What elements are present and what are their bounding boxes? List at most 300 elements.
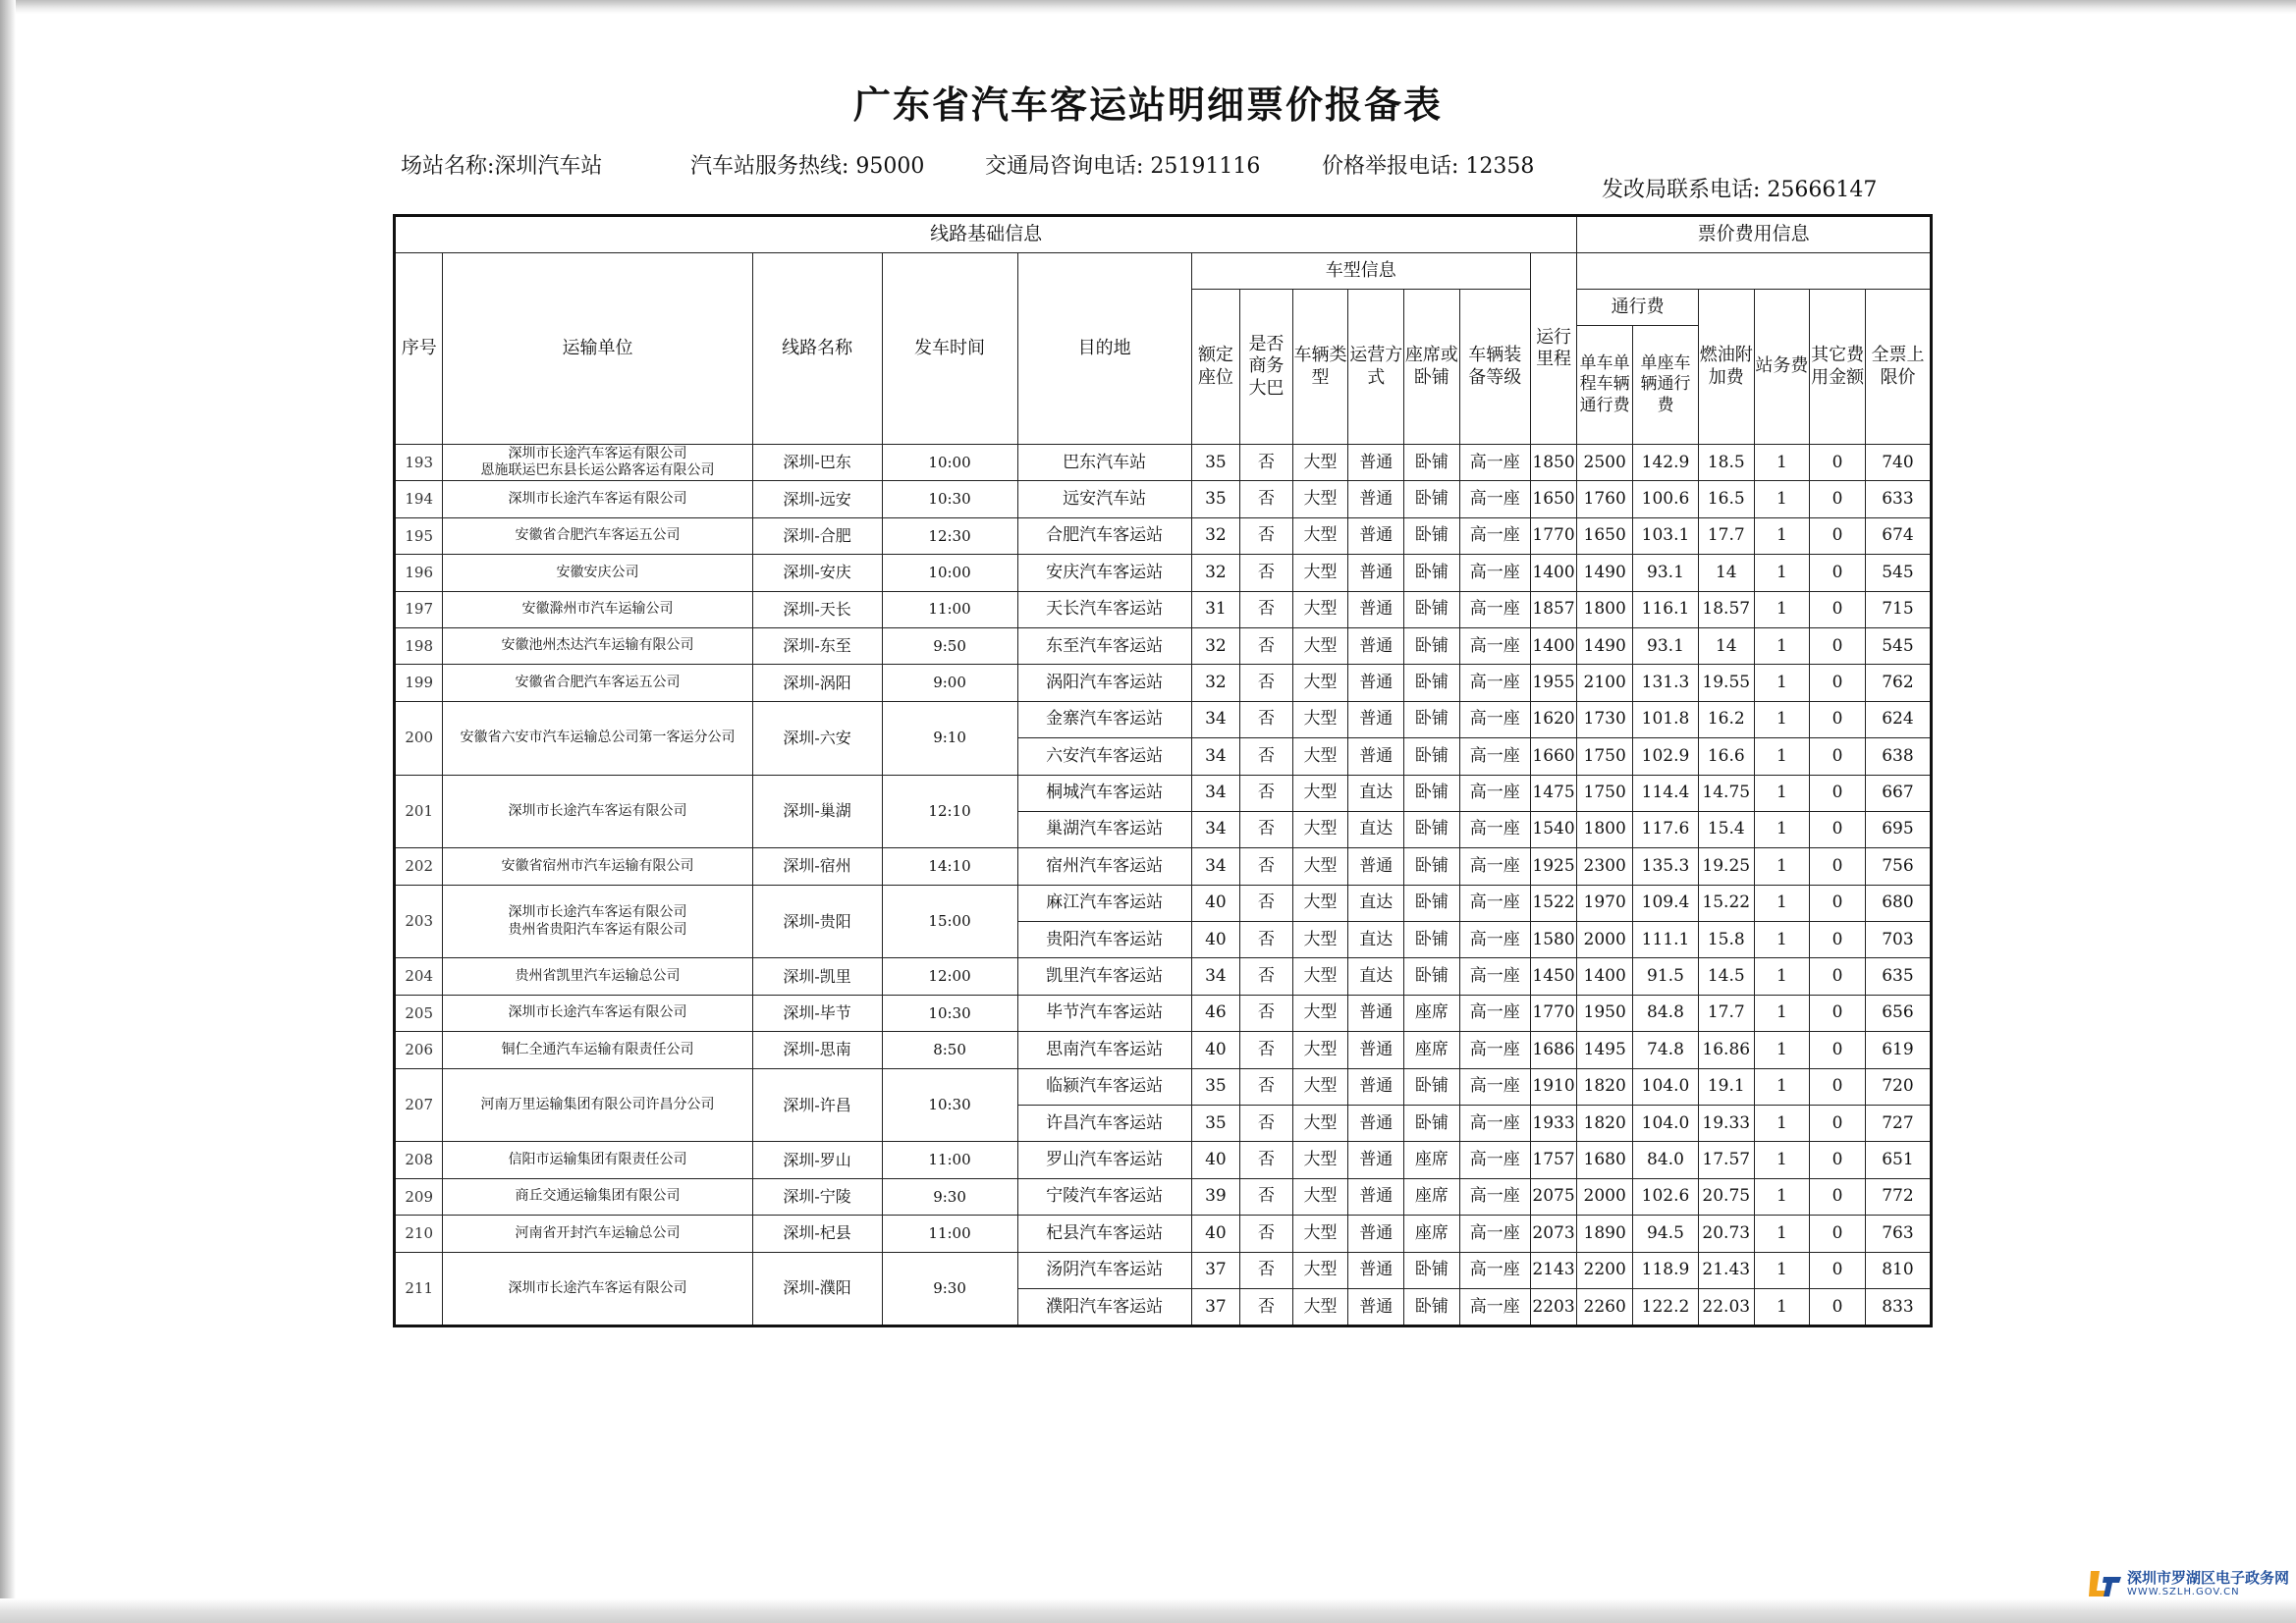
- equipment-grade-cell: 高一座: [1459, 517, 1530, 554]
- full-price-cell: 772: [1865, 1178, 1931, 1215]
- other-fee-cell: 0: [1810, 701, 1866, 737]
- seats-cell: 35: [1191, 1068, 1239, 1105]
- mileage-cell: 1925: [1530, 848, 1577, 885]
- operation-mode-cell: 普通: [1348, 1288, 1404, 1325]
- toll-vehicle-cell: 1400: [1577, 958, 1633, 995]
- seat-berth-cell: 卧铺: [1404, 627, 1460, 664]
- table-row: [395, 958, 1932, 995]
- scan-edge-top: [0, 0, 2296, 14]
- destination-cell: 思南汽车客运站: [1017, 1032, 1191, 1068]
- logo-site-url: WWW.SZLH.GOV.CN: [2127, 1586, 2240, 1597]
- vehicle-type-cell: 大型: [1292, 922, 1348, 958]
- business-bus-cell: 否: [1240, 775, 1293, 811]
- vehicle-type-cell: 大型: [1292, 811, 1348, 847]
- toll-header: 通行费: [1577, 290, 1699, 326]
- route-info-header: 线路基础信息: [395, 216, 1577, 253]
- fuel-surcharge-cell: 16.86: [1698, 1032, 1754, 1068]
- other-fee-cell: 0: [1810, 665, 1866, 701]
- fuel-surcharge-cell: 14: [1698, 555, 1754, 591]
- toll-seat-cell: 74.8: [1632, 1032, 1698, 1068]
- other-fee-cell: 0: [1810, 885, 1866, 921]
- col-business-bus: 是否商务大巴: [1240, 290, 1293, 445]
- seq-cell: 208: [395, 1142, 443, 1178]
- other-fee-cell: 0: [1810, 848, 1866, 885]
- equipment-grade-cell: 高一座: [1459, 627, 1530, 664]
- operator-cell: 河南万里运输集团有限公司许昌分公司: [443, 1068, 752, 1142]
- operator-cell: 安徽滁州市汽车运输公司: [443, 591, 752, 627]
- operation-mode-cell: 直达: [1348, 885, 1404, 921]
- seq-cell: 197: [395, 591, 443, 627]
- station-fee-cell: 1: [1754, 1288, 1810, 1325]
- seats-cell: 39: [1191, 1178, 1239, 1215]
- table-row: [395, 848, 1932, 885]
- business-bus-cell: 否: [1240, 811, 1293, 847]
- equipment-grade-cell: 高一座: [1459, 811, 1530, 847]
- full-price-cell: 619: [1865, 1032, 1931, 1068]
- seq-cell: 207: [395, 1068, 443, 1142]
- station-fee-cell: 1: [1754, 701, 1810, 737]
- seat-berth-cell: 卧铺: [1404, 445, 1460, 481]
- fuel-surcharge-cell: 20.75: [1698, 1178, 1754, 1215]
- table-row: [395, 995, 1932, 1031]
- equipment-grade-cell: 高一座: [1459, 848, 1530, 885]
- other-fee-cell: 0: [1810, 481, 1866, 517]
- departure-cell: 10:30: [882, 995, 1017, 1031]
- business-bus-cell: 否: [1240, 958, 1293, 995]
- mileage-cell: 1620: [1530, 701, 1577, 737]
- operation-mode-cell: 普通: [1348, 445, 1404, 481]
- fuel-surcharge-cell: 19.55: [1698, 665, 1754, 701]
- destination-cell: 宁陵汽车客运站: [1017, 1178, 1191, 1215]
- equipment-grade-cell: 高一座: [1459, 885, 1530, 921]
- departure-cell: 10:30: [882, 1068, 1017, 1142]
- station-fee-cell: 1: [1754, 811, 1810, 847]
- business-bus-cell: 否: [1240, 1252, 1293, 1288]
- toll-seat-cell: 131.3: [1632, 665, 1698, 701]
- departure-cell: 14:10: [882, 848, 1017, 885]
- vehicle-type-cell: 大型: [1292, 591, 1348, 627]
- departure-cell: 9:00: [882, 665, 1017, 701]
- document-title: 广东省汽车客运站明细票价报备表: [852, 82, 1443, 127]
- table-row: [395, 665, 1932, 701]
- equipment-grade-cell: 高一座: [1459, 665, 1530, 701]
- seat-berth-cell: 卧铺: [1404, 1288, 1460, 1325]
- equipment-grade-cell: 高一座: [1459, 1178, 1530, 1215]
- vehicle-type-cell: 大型: [1292, 445, 1348, 481]
- station-fee-cell: 1: [1754, 555, 1810, 591]
- operation-mode-cell: 普通: [1348, 1106, 1404, 1142]
- seats-cell: 34: [1191, 775, 1239, 811]
- full-price-cell: 680: [1865, 885, 1931, 921]
- other-fee-cell: 0: [1810, 1216, 1866, 1252]
- other-fee-cell: 0: [1810, 445, 1866, 481]
- equipment-grade-cell: 高一座: [1459, 738, 1530, 775]
- vehicle-type-cell: 大型: [1292, 1216, 1348, 1252]
- toll-vehicle-cell: 1650: [1577, 517, 1633, 554]
- seat-berth-cell: 卧铺: [1404, 958, 1460, 995]
- station-fee-cell: 1: [1754, 591, 1810, 627]
- other-fee-cell: 0: [1810, 1106, 1866, 1142]
- toll-vehicle-cell: 1490: [1577, 555, 1633, 591]
- table-row: [395, 1252, 1932, 1288]
- operation-mode-cell: 直达: [1348, 958, 1404, 995]
- station-fee-cell: 1: [1754, 1106, 1810, 1142]
- seats-cell: 34: [1191, 848, 1239, 885]
- destination-cell: 巴东汽车站: [1017, 445, 1191, 481]
- destination-cell: 金寨汽车客运站: [1017, 701, 1191, 737]
- table-row: [395, 885, 1932, 921]
- table-row: [395, 1068, 1932, 1105]
- destination-cell: 贵阳汽车客运站: [1017, 922, 1191, 958]
- vehicle-type-cell: 大型: [1292, 1142, 1348, 1178]
- route-cell: 深圳-涡阳: [752, 665, 882, 701]
- route-cell: 深圳-巴东: [752, 445, 882, 481]
- seat-berth-cell: 座席: [1404, 1142, 1460, 1178]
- scan-edge-left: [0, 0, 16, 1623]
- seq-cell: 200: [395, 701, 443, 775]
- route-cell: 深圳-凯里: [752, 958, 882, 995]
- equipment-grade-cell: 高一座: [1459, 1216, 1530, 1252]
- fuel-surcharge-cell: 19.25: [1698, 848, 1754, 885]
- toll-seat-cell: 142.9: [1632, 445, 1698, 481]
- route-cell: 深圳-合肥: [752, 517, 882, 554]
- seq-cell: 206: [395, 1032, 443, 1068]
- mileage-cell: 1686: [1530, 1032, 1577, 1068]
- destination-cell: 天长汽车客运站: [1017, 591, 1191, 627]
- route-cell: 深圳-安庆: [752, 555, 882, 591]
- seat-berth-cell: 卧铺: [1404, 775, 1460, 811]
- equipment-grade-cell: 高一座: [1459, 1068, 1530, 1105]
- seq-cell: 203: [395, 885, 443, 958]
- seq-cell: 195: [395, 517, 443, 554]
- fee-header-spacer: [1577, 253, 1932, 290]
- other-fee-cell: 0: [1810, 958, 1866, 995]
- station-fee-cell: 1: [1754, 627, 1810, 664]
- destination-cell: 杞县汽车客运站: [1017, 1216, 1191, 1252]
- operator-cell: 商丘交通运输集团有限公司: [443, 1178, 752, 1215]
- full-price-cell: 545: [1865, 627, 1931, 664]
- equipment-grade-cell: 高一座: [1459, 995, 1530, 1031]
- equipment-grade-cell: 高一座: [1459, 591, 1530, 627]
- vehicle-type-cell: 大型: [1292, 1288, 1348, 1325]
- seq-cell: 210: [395, 1216, 443, 1252]
- operator-cell: 深圳市长途汽车客运有限公司: [443, 995, 752, 1031]
- operator-cell: 安徽省六安市汽车运输总公司第一客运分公司: [443, 701, 752, 775]
- operation-mode-cell: 直达: [1348, 811, 1404, 847]
- toll-seat-cell: 84.0: [1632, 1142, 1698, 1178]
- toll-vehicle-cell: 1680: [1577, 1142, 1633, 1178]
- business-bus-cell: 否: [1240, 591, 1293, 627]
- col-departure: 发车时间: [882, 253, 1017, 445]
- seats-cell: 46: [1191, 995, 1239, 1031]
- seat-berth-cell: 座席: [1404, 1216, 1460, 1252]
- equipment-grade-cell: 高一座: [1459, 445, 1530, 481]
- other-fee-cell: 0: [1810, 1252, 1866, 1288]
- station-name: 场站名称:深圳汽车站: [401, 154, 603, 179]
- operation-mode-cell: 普通: [1348, 848, 1404, 885]
- operator-cell: 深圳市长途汽车客运有限公司 贵州省贵阳汽车客运有限公司: [443, 885, 752, 958]
- mileage-cell: 1540: [1530, 811, 1577, 847]
- other-fee-cell: 0: [1810, 517, 1866, 554]
- operator-cell: 深圳市长途汽车客运有限公司: [443, 1252, 752, 1326]
- equipment-grade-cell: 高一座: [1459, 1032, 1530, 1068]
- vehicle-type-cell: 大型: [1292, 1106, 1348, 1142]
- destination-cell: 麻江汽车客运站: [1017, 885, 1191, 921]
- toll-seat-cell: 122.2: [1632, 1288, 1698, 1325]
- seats-cell: 35: [1191, 445, 1239, 481]
- destination-cell: 毕节汽车客运站: [1017, 995, 1191, 1031]
- fuel-surcharge-cell: 17.7: [1698, 517, 1754, 554]
- seat-berth-cell: 卧铺: [1404, 811, 1460, 847]
- fuel-surcharge-cell: 15.8: [1698, 922, 1754, 958]
- other-fee-cell: 0: [1810, 1288, 1866, 1325]
- fuel-surcharge-cell: 21.43: [1698, 1252, 1754, 1288]
- table-row: [395, 555, 1932, 591]
- table-row: [395, 445, 1932, 481]
- full-price-cell: 715: [1865, 591, 1931, 627]
- destination-cell: 合肥汽车客运站: [1017, 517, 1191, 554]
- station-fee-cell: 1: [1754, 1216, 1810, 1252]
- mileage-cell: 1933: [1530, 1106, 1577, 1142]
- vehicle-type-cell: 大型: [1292, 885, 1348, 921]
- station-fee-cell: 1: [1754, 922, 1810, 958]
- full-price-cell: 756: [1865, 848, 1931, 885]
- seat-berth-cell: 卧铺: [1404, 1252, 1460, 1288]
- seats-cell: 32: [1191, 555, 1239, 591]
- mileage-cell: 1400: [1530, 627, 1577, 664]
- other-fee-cell: 0: [1810, 1142, 1866, 1178]
- business-bus-cell: 否: [1240, 701, 1293, 737]
- destination-cell: 东至汽车客运站: [1017, 627, 1191, 664]
- seats-cell: 40: [1191, 1216, 1239, 1252]
- seq-cell: 201: [395, 775, 443, 848]
- full-price-cell: 651: [1865, 1142, 1931, 1178]
- vehicle-type-cell: 大型: [1292, 848, 1348, 885]
- destination-cell: 六安汽车客运站: [1017, 738, 1191, 775]
- business-bus-cell: 否: [1240, 555, 1293, 591]
- seq-cell: 199: [395, 665, 443, 701]
- destination-cell: 许昌汽车客运站: [1017, 1106, 1191, 1142]
- seat-berth-cell: 卧铺: [1404, 555, 1460, 591]
- col-fuel: 燃油附加费: [1698, 290, 1754, 445]
- business-bus-cell: 否: [1240, 627, 1293, 664]
- operator-cell: 深圳市长途汽车客运有限公司 恩施联运巴东县长运公路客运有限公司: [443, 445, 752, 481]
- other-fee-cell: 0: [1810, 591, 1866, 627]
- full-price-cell: 545: [1865, 555, 1931, 591]
- business-bus-cell: 否: [1240, 995, 1293, 1031]
- station-fee-cell: 1: [1754, 1252, 1810, 1288]
- toll-seat-cell: 117.6: [1632, 811, 1698, 847]
- fuel-surcharge-cell: 19.33: [1698, 1106, 1754, 1142]
- vehicle-type-cell: 大型: [1292, 665, 1348, 701]
- station-fee-cell: 1: [1754, 958, 1810, 995]
- logo-site-name: 深圳市罗湖区电子政务网: [2127, 1568, 2290, 1587]
- full-price-cell: 674: [1865, 517, 1931, 554]
- departure-cell: 11:00: [882, 591, 1017, 627]
- vehicle-type-cell: 大型: [1292, 1032, 1348, 1068]
- seat-berth-cell: 卧铺: [1404, 591, 1460, 627]
- toll-vehicle-cell: 1730: [1577, 701, 1633, 737]
- mileage-cell: 1770: [1530, 517, 1577, 554]
- seat-berth-cell: 卧铺: [1404, 701, 1460, 737]
- mileage-cell: 1955: [1530, 665, 1577, 701]
- toll-vehicle-cell: 1820: [1577, 1106, 1633, 1142]
- route-cell: 深圳-罗山: [752, 1142, 882, 1178]
- toll-seat-cell: 101.8: [1632, 701, 1698, 737]
- other-fee-cell: 0: [1810, 627, 1866, 664]
- seats-cell: 34: [1191, 811, 1239, 847]
- toll-seat-cell: 111.1: [1632, 922, 1698, 958]
- operation-mode-cell: 普通: [1348, 995, 1404, 1031]
- seq-cell: 211: [395, 1252, 443, 1326]
- vehicle-type-cell: 大型: [1292, 701, 1348, 737]
- toll-seat-cell: 116.1: [1632, 591, 1698, 627]
- mileage-cell: 1857: [1530, 591, 1577, 627]
- table-row: [395, 591, 1932, 627]
- col-full-price: 全票上限价: [1865, 290, 1931, 445]
- business-bus-cell: 否: [1240, 1178, 1293, 1215]
- full-price-cell: 635: [1865, 958, 1931, 995]
- seq-cell: 194: [395, 481, 443, 517]
- operator-cell: 深圳市长途汽车客运有限公司: [443, 775, 752, 848]
- vehicle-type-cell: 大型: [1292, 775, 1348, 811]
- toll-vehicle-cell: 2000: [1577, 1178, 1633, 1215]
- equipment-grade-cell: 高一座: [1459, 1288, 1530, 1325]
- station-fee-cell: 1: [1754, 885, 1810, 921]
- full-price-cell: 810: [1865, 1252, 1931, 1288]
- full-price-cell: 763: [1865, 1216, 1931, 1252]
- col-other-fee: 其它费用金额: [1810, 290, 1866, 445]
- col-seat-berth: 座席或卧铺: [1404, 290, 1460, 445]
- destination-cell: 桐城汽车客运站: [1017, 775, 1191, 811]
- mileage-cell: 1910: [1530, 1068, 1577, 1105]
- route-cell: 深圳-六安: [752, 701, 882, 775]
- toll-seat-cell: 135.3: [1632, 848, 1698, 885]
- col-toll-vehicle: 单车单程车辆通行费: [1577, 326, 1633, 445]
- toll-vehicle-cell: 1970: [1577, 885, 1633, 921]
- vehicle-type-cell: 大型: [1292, 995, 1348, 1031]
- toll-seat-cell: 91.5: [1632, 958, 1698, 995]
- operation-mode-cell: 普通: [1348, 1068, 1404, 1105]
- fare-table-body: [395, 445, 1932, 1326]
- route-cell: 深圳-宿州: [752, 848, 882, 885]
- departure-cell: 10:30: [882, 481, 1017, 517]
- mileage-cell: 1400: [1530, 555, 1577, 591]
- other-fee-cell: 0: [1810, 811, 1866, 847]
- vehicle-type-cell: 大型: [1292, 738, 1348, 775]
- other-fee-cell: 0: [1810, 1068, 1866, 1105]
- business-bus-cell: 否: [1240, 885, 1293, 921]
- table-row: [395, 701, 1932, 737]
- equipment-grade-cell: 高一座: [1459, 1252, 1530, 1288]
- full-price-cell: 667: [1865, 775, 1931, 811]
- business-bus-cell: 否: [1240, 1032, 1293, 1068]
- operation-mode-cell: 普通: [1348, 481, 1404, 517]
- mileage-cell: 1757: [1530, 1142, 1577, 1178]
- operator-cell: 深圳市长途汽车客运有限公司: [443, 481, 752, 517]
- destination-cell: 凯里汽车客运站: [1017, 958, 1191, 995]
- other-fee-cell: 0: [1810, 1178, 1866, 1215]
- full-price-cell: 624: [1865, 701, 1931, 737]
- equipment-grade-cell: 高一座: [1459, 1142, 1530, 1178]
- destination-cell: 临颍汽车客运站: [1017, 1068, 1191, 1105]
- seats-cell: 31: [1191, 591, 1239, 627]
- fuel-surcharge-cell: 15.22: [1698, 885, 1754, 921]
- operation-mode-cell: 普通: [1348, 1216, 1404, 1252]
- station-fee-cell: 1: [1754, 445, 1810, 481]
- departure-cell: 12:10: [882, 775, 1017, 848]
- toll-vehicle-cell: 2000: [1577, 922, 1633, 958]
- vehicle-type-cell: 大型: [1292, 555, 1348, 591]
- station-fee-cell: 1: [1754, 775, 1810, 811]
- toll-vehicle-cell: 2300: [1577, 848, 1633, 885]
- departure-cell: 12:30: [882, 517, 1017, 554]
- operation-mode-cell: 普通: [1348, 665, 1404, 701]
- seq-cell: 205: [395, 995, 443, 1031]
- mileage-cell: 1522: [1530, 885, 1577, 921]
- toll-seat-cell: 104.0: [1632, 1106, 1698, 1142]
- equipment-grade-cell: 高一座: [1459, 555, 1530, 591]
- destination-cell: 远安汽车站: [1017, 481, 1191, 517]
- col-operator: 运输单位: [443, 253, 752, 445]
- business-bus-cell: 否: [1240, 1142, 1293, 1178]
- vehicle-type-cell: 大型: [1292, 517, 1348, 554]
- station-fee-cell: 1: [1754, 848, 1810, 885]
- departure-cell: 11:00: [882, 1216, 1017, 1252]
- fuel-surcharge-cell: 16.5: [1698, 481, 1754, 517]
- full-price-cell: 740: [1865, 445, 1931, 481]
- fuel-surcharge-cell: 18.57: [1698, 591, 1754, 627]
- table-row: [395, 627, 1932, 664]
- col-vehicle-type: 车辆类型: [1292, 290, 1348, 445]
- mileage-cell: 1850: [1530, 445, 1577, 481]
- seats-cell: 37: [1191, 1252, 1239, 1288]
- fee-info-header: 票价费用信息: [1577, 216, 1932, 253]
- operation-mode-cell: 普通: [1348, 701, 1404, 737]
- fuel-surcharge-cell: 14: [1698, 627, 1754, 664]
- fuel-surcharge-cell: 17.7: [1698, 995, 1754, 1031]
- operation-mode-cell: 直达: [1348, 922, 1404, 958]
- operation-mode-cell: 普通: [1348, 1252, 1404, 1288]
- operation-mode-cell: 普通: [1348, 627, 1404, 664]
- other-fee-cell: 0: [1810, 775, 1866, 811]
- seq-cell: 202: [395, 848, 443, 885]
- operation-mode-cell: 普通: [1348, 517, 1404, 554]
- departure-cell: 10:00: [882, 445, 1017, 481]
- col-toll-seat: 单座车辆通行费: [1632, 326, 1698, 445]
- business-bus-cell: 否: [1240, 1288, 1293, 1325]
- toll-seat-cell: 114.4: [1632, 775, 1698, 811]
- fuel-surcharge-cell: 19.1: [1698, 1068, 1754, 1105]
- station-fee-cell: 1: [1754, 1142, 1810, 1178]
- business-bus-cell: 否: [1240, 738, 1293, 775]
- route-cell: 深圳-东至: [752, 627, 882, 664]
- mileage-cell: 2143: [1530, 1252, 1577, 1288]
- fuel-surcharge-cell: 18.5: [1698, 445, 1754, 481]
- business-bus-cell: 否: [1240, 848, 1293, 885]
- station-fee-cell: 1: [1754, 665, 1810, 701]
- operator-cell: 安徽省合肥汽车客运五公司: [443, 665, 752, 701]
- toll-vehicle-cell: 1890: [1577, 1216, 1633, 1252]
- toll-vehicle-cell: 1950: [1577, 995, 1633, 1031]
- seat-berth-cell: 卧铺: [1404, 848, 1460, 885]
- mileage-cell: 2075: [1530, 1178, 1577, 1215]
- col-destination: 目的地: [1017, 253, 1191, 445]
- business-bus-cell: 否: [1240, 481, 1293, 517]
- business-bus-cell: 否: [1240, 445, 1293, 481]
- fuel-surcharge-cell: 20.73: [1698, 1216, 1754, 1252]
- station-fee-cell: 1: [1754, 995, 1810, 1031]
